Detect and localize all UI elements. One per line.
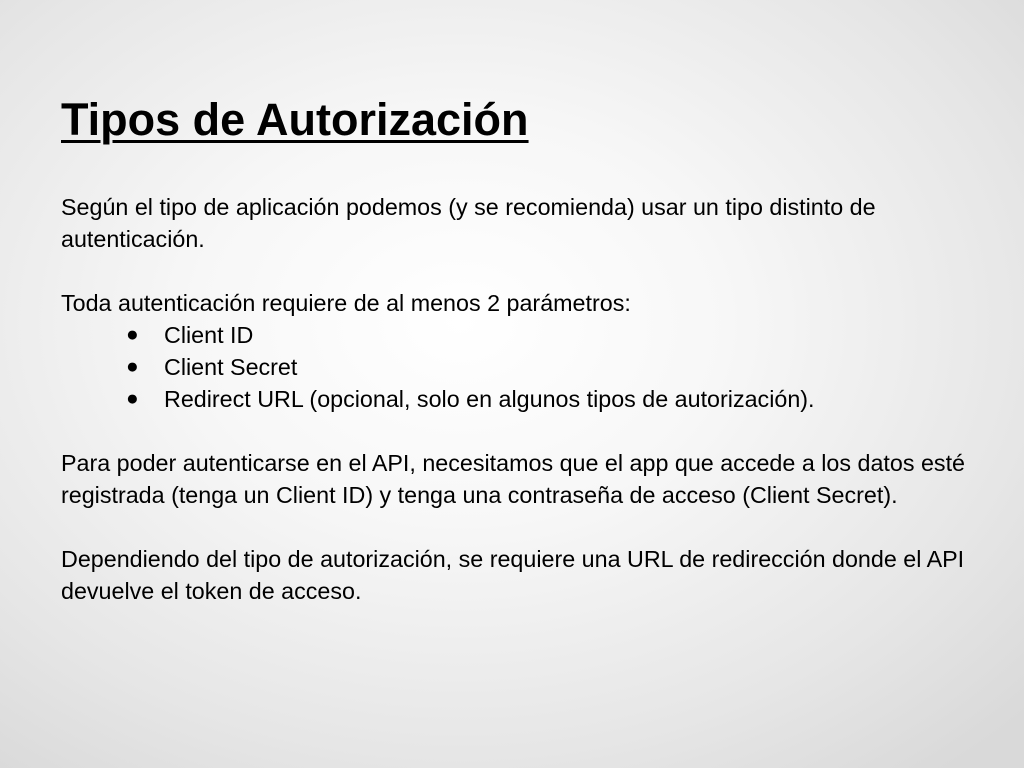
parameters-list [61, 319, 981, 415]
parameters-paragraph: Toda autenticación requiere de al menos 2 parámetros: [61, 290, 631, 316]
list-item [61, 351, 981, 383]
paragraph-spacer [61, 255, 981, 287]
list-item-text: Client Secret [164, 354, 298, 380]
list-item [61, 319, 981, 351]
slide-title: Tipos de Autorización [61, 94, 529, 145]
slide-body [61, 191, 981, 607]
bullet-icon: ● [126, 323, 139, 346]
intro-paragraph: Según el tipo de aplicación podemos (y se recomienda) usar un tipo distinto de autenticación. [61, 194, 876, 252]
paragraph-spacer [61, 511, 981, 543]
list-item-text: Redirect URL (opcional, solo en algunos tipos de autorización). [164, 386, 815, 412]
bullet-icon: ● [126, 387, 139, 410]
registration-paragraph: Para poder autenticarse en el API, necesitamos que el app que accede a los datos esté registrada (tenga un Client ID) y tenga una contraseña de acceso (Client Secret). [61, 450, 965, 508]
list-item-text: Client ID [164, 322, 254, 348]
paragraph-spacer [61, 415, 981, 447]
list-item [61, 383, 981, 415]
bullet-icon: ● [126, 355, 139, 378]
redirect-paragraph: Dependiendo del tipo de autorización, se requiere una URL de redirección donde el API devuelve el token de acceso. [61, 546, 965, 604]
